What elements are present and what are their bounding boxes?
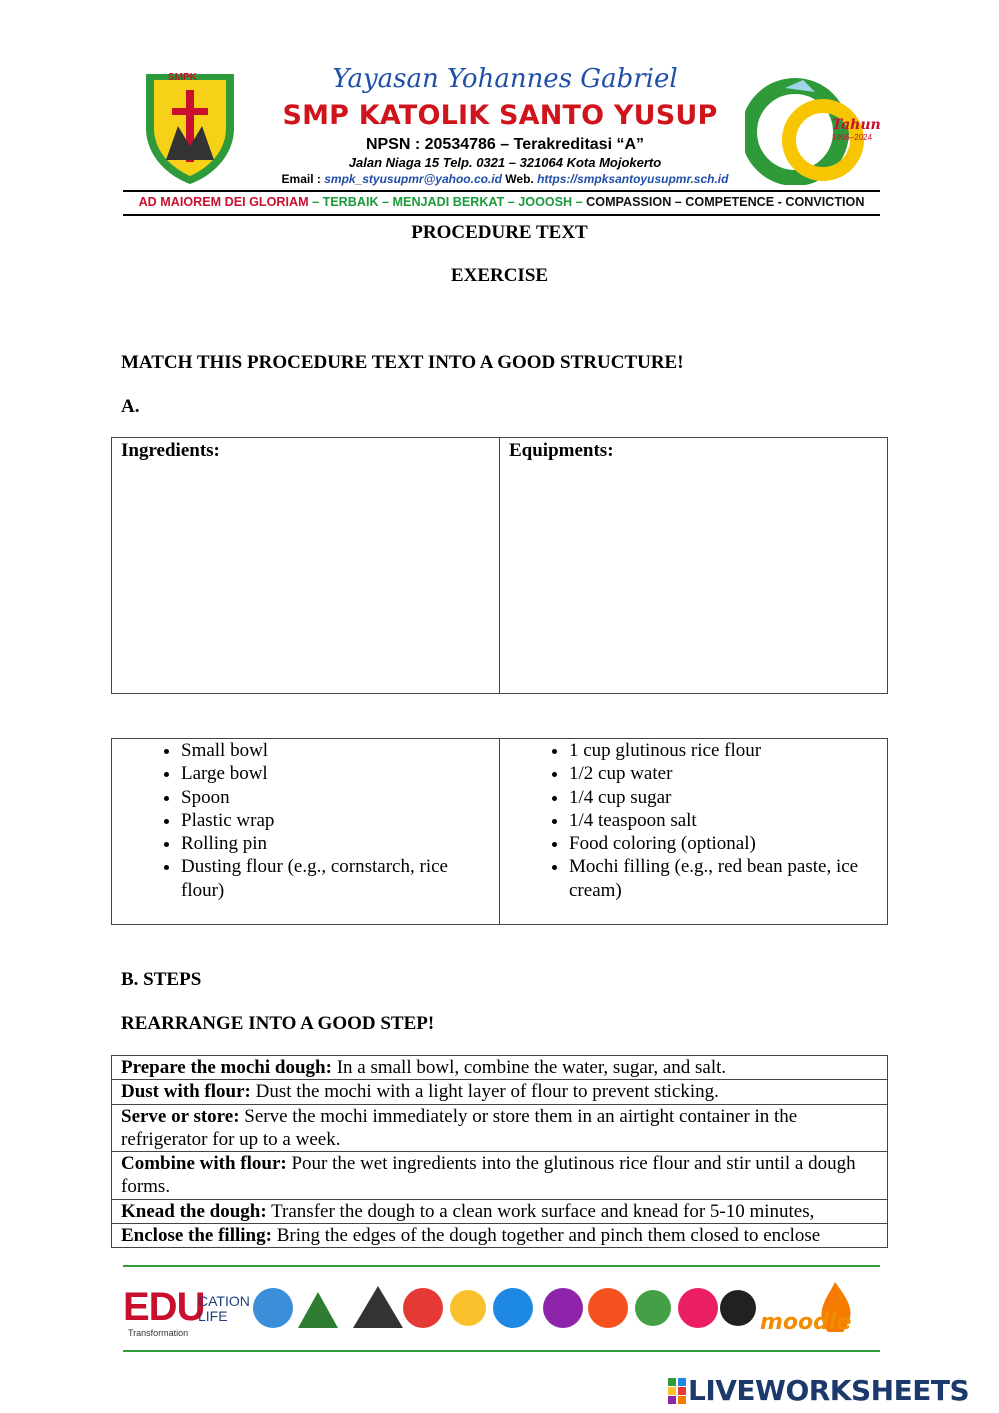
step-text: In a small bowl, combine the water, sugar, and salt. [331,1057,727,1078]
life-text: LIFE [198,1308,228,1324]
edu-logo-text: EDU [123,1285,205,1329]
anniversary-label: Tahun [832,117,881,133]
steps-instruction: REARRANGE INTO A GOOD STEP! [121,1013,435,1034]
motto-red: AD MAIOREM DEI GLORIAM [138,195,309,209]
step-text: Transfer the dough to a clean work surface and knead for 5-10 minutes, [266,1200,815,1222]
school-motto [123,195,880,209]
web-link[interactable]: https://smpksantoyusupmr.sch.id [537,172,729,186]
table-row[interactable] [112,1199,888,1223]
list-item[interactable]: • Mochi filling (e.g., red bean paste, ice cream) [569,855,879,902]
list-item[interactable]: • Dusting flour (e.g., cornstarch, rice flour) [181,855,491,902]
email-label: Email : [281,172,325,186]
footer-rule-top [123,1265,880,1267]
npsn-line: NPSN : 20534786 – Terakreditasi “A” [365,136,645,153]
step-title: Knead the dough: [121,1200,267,1222]
list-item[interactable]: • 1/2 cup water [569,762,879,785]
table-row[interactable] [112,1104,888,1152]
table-row[interactable] [112,1152,888,1200]
items-table [111,738,888,925]
step-text: Dust the mochi with a light layer of flour to prevent sticking. [250,1081,719,1103]
list-item[interactable]: • Small bowl [181,739,491,762]
table-row[interactable] [112,1224,888,1248]
table-row[interactable] [112,1080,888,1104]
crest-text: SMPK [168,72,197,83]
equipments-drop-zone[interactable] [500,438,888,694]
page-title: PROCEDURE TEXT [411,222,588,243]
list-item[interactable]: • 1 cup glutinous rice flour [569,739,879,762]
letterhead-rule-top [123,190,880,192]
list-left [112,739,491,902]
cation-text: CATION [198,1293,250,1309]
list-item[interactable]: • Food coloring (optional) [569,832,879,855]
web-label: Web. [501,172,538,186]
list-right-cell [500,739,888,925]
ingredients-header: Ingredients: [121,440,220,461]
address-line: Jalan Niaga 15 Telp. 0321 – 321064 Kota Mojokerto [348,155,662,170]
steps-table [111,1055,888,1248]
letterhead-rule-bottom [123,214,880,216]
transformation-text: Transformation [128,1328,189,1338]
list-left-cell [112,739,500,925]
ingredients-drop-zone[interactable] [112,438,500,694]
school-crest-logo [138,68,242,186]
liveworksheets-icon [668,1378,686,1409]
step-text: Pour the wet ingredients into the glutinous rice flour and stir until a dough forms. [121,1153,856,1198]
structure-table [111,437,888,694]
table-row[interactable] [112,1056,888,1080]
step-title: Combine with flour: [121,1153,287,1175]
list-item[interactable]: • Rolling pin [181,832,491,855]
section-b-label: B. STEPS [121,969,202,990]
list-item[interactable]: • 1/4 cup sugar [569,786,879,809]
foundation-name: Yayasan Yohannes Gabriel [332,64,678,94]
school-name: SMP KATOLIK SANTO YUSUP [282,100,718,131]
motto-black: COMPASSION – COMPETENCE - CONVICTION [586,195,865,209]
motto-green: – TERBAIK – MENJADI BERKAT – JOOOSH – [308,195,587,209]
contact-line [255,172,755,186]
footer-rule-bottom [123,1350,880,1352]
step-title: Prepare the mochi dough: [121,1057,332,1078]
section-a-label: A. [121,396,140,417]
page-subtitle: EXERCISE [450,265,549,286]
cation-life-text [198,1294,250,1324]
email-link[interactable]: smpk_styusupmr@yahoo.co.id [324,172,502,186]
anniversary-years: 1956–2024 [832,133,873,142]
list-item[interactable]: • 1/4 teaspoon salt [569,809,879,832]
step-text: Serve the mochi immediately or store them in an airtight container in the refrigerator for up to a week. [121,1105,798,1150]
liveworksheets-watermark[interactable]: LIVEWORKSHEETS [688,1374,970,1407]
step-title: Dust with flour: [121,1081,251,1103]
moodle-logo-text: moodle [760,1310,852,1335]
step-title: Serve or store: [121,1105,240,1127]
list-item[interactable]: • Plastic wrap [181,809,491,832]
equipments-header: Equipments: [509,440,614,461]
list-item[interactable]: • Large bowl [181,762,491,785]
step-title: Enclose the filling: [121,1225,272,1247]
list-right [500,739,879,902]
step-text: Bring the edges of the dough together and pinch them closed to enclose [271,1225,821,1247]
instruction: MATCH THIS PROCEDURE TEXT INTO A GOOD STRUCTURE! [121,352,684,373]
list-item[interactable]: • Spoon [181,786,491,809]
